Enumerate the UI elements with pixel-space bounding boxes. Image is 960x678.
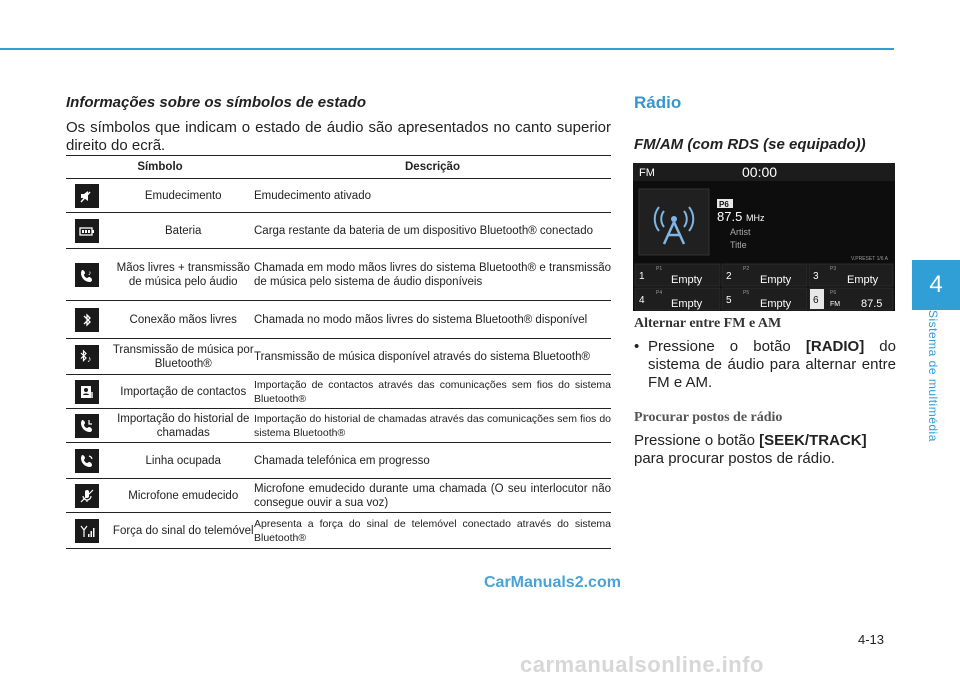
symbol-name: Importação do historial de chamadas [112,409,254,443]
seek-paragraph: Pressione o botão [SEEK/TRACK] para procurar postos de rádio. [634,432,867,467]
svg-text:♪: ♪ [87,353,92,364]
watermark-carmanualsonline: carmanualsonline.info [520,652,764,677]
symbol-description: Chamada em modo mãos livres do sistema Bluetooth® e transmissão de música pelo sistema de áudio disponíveis [254,249,611,301]
symbol-description: Importação do historial de chamadas através das comunicações sem fios do sistema Bluetooth® [254,409,611,443]
bullet-radio: • Pressione o botão [RADIO] do sistema de áudio para alternar entre FM e AM. [634,338,896,391]
symbol-description: Carga restante da bateria de um dispositivo Bluetooth® conectado [254,213,611,249]
table-row [66,479,611,513]
symbol-name: Linha ocupada [112,443,254,479]
preset-button-3[interactable] [809,264,893,286]
seek-key: [SEEK/TRACK] [759,432,867,449]
symbol-description: Chamada telefónica em progresso [254,443,611,479]
svg-text:♪: ♪ [88,269,92,277]
svg-text:2: 2 [726,271,732,282]
section-title-switch: Alternar entre FM e AM [634,316,782,331]
table-row [66,179,611,213]
symbol-name: Importação de contactos [112,375,254,409]
intro-paragraph: Os símbolos que indicam o estado de áudio são apresentados no canto superior direito do ecrã. [66,119,611,154]
header-description: Descrição [254,156,611,179]
table-row [66,409,611,443]
symbol-name: Mãos livres + transmissão de música pelo áudio [112,249,254,301]
svg-text:87.5: 87.5 [861,298,883,310]
table-row [66,443,611,479]
section-heading: Informações sobre os símbolos de estado [66,94,367,111]
status-symbols-table [66,155,611,549]
svg-text:Empty: Empty [847,274,879,286]
preset-badge: P6 [719,200,729,209]
signal-strength-icon [75,519,99,543]
bluetooth-music-icon [75,345,99,369]
table-row [66,513,611,549]
symbol-name: Microfone emudecido [112,479,254,513]
preset-button-4[interactable] [635,288,720,310]
page-number: 4-13 [858,632,885,647]
svg-text:Empty: Empty [760,298,792,310]
chapter-label: Sistema de multimédia [926,310,940,442]
radio-screen [633,163,895,311]
bluetooth-handsfree-icon [75,308,99,332]
frequency-unit: MHz [746,213,765,223]
preset-button-1[interactable] [635,264,720,286]
svg-text:5: 5 [726,295,732,306]
svg-text:P5: P5 [743,290,750,296]
symbol-description: Apresenta a força do sinal de telemóvel conectado através do sistema Bluetooth® [254,513,611,549]
preset-button-2[interactable] [722,264,807,286]
svg-text:3: 3 [813,271,819,282]
mute-icon [75,184,99,208]
table-row [66,301,611,339]
symbol-description: Importação de contactos através das comunicações sem fios do sistema Bluetooth® [254,375,611,409]
svg-text:1: 1 [639,271,645,282]
watermark-carmanuals2: CarManuals2.com [484,574,621,591]
frequency: 87.5 [717,209,743,224]
svg-text:Empty: Empty [671,298,703,310]
table-row [66,213,611,249]
mic-mute-icon [75,484,99,508]
symbol-name: Emudecimento [112,179,254,213]
table-header-row [66,156,611,179]
preset-page: V.PRESET 1/6 A [851,256,888,262]
svg-text:Empty: Empty [760,274,792,286]
bullet-dot: • [634,338,640,355]
track-title: Title [730,240,747,250]
table-row [66,339,611,375]
battery-icon [75,219,99,243]
radio-title: Rádio [634,93,682,112]
call-history-import-icon [75,414,99,438]
contacts-import-icon [75,380,99,404]
svg-text:Empty: Empty [671,274,703,286]
svg-text:P3: P3 [830,266,837,272]
band-label: FM [639,167,655,179]
symbol-description: Emudecimento ativado [254,179,611,213]
svg-text:4: 4 [639,295,645,306]
table-row [66,249,611,301]
top-rule [0,48,894,50]
preset-button-6[interactable] [809,288,893,310]
line-busy-icon [75,449,99,473]
chapter-tab: 4 [912,260,960,310]
handsfree-audio-icon [75,263,99,287]
radio-key: [RADIO] [805,338,865,355]
svg-text:6: 6 [813,295,819,306]
table-row [66,375,611,409]
header-symbol: Símbolo [66,156,254,179]
svg-text:P4: P4 [656,290,663,296]
symbol-name: Transmissão de música por Bluetooth® [112,339,254,375]
symbol-name: Força do sinal do telemóvel [112,513,254,549]
svg-text:FM: FM [830,301,841,308]
symbol-description: Chamada no modo mãos livres do sistema Bluetooth® disponível [254,301,611,339]
artist: Artist [730,227,751,237]
clock: 00:00 [742,164,778,180]
svg-text:P6: P6 [830,290,837,296]
symbol-description: Transmissão de música disponível através do sistema Bluetooth® [254,339,611,375]
section-title-seek: Procurar postos de rádio [634,410,783,425]
symbol-name: Bateria [112,213,254,249]
svg-text:P1: P1 [656,266,663,272]
preset-button-5[interactable] [722,288,807,310]
symbol-description: Microfone emudecido durante uma chamada (O seu interlocutor não consegue ouvir a sua voz) [254,479,611,513]
svg-text:P2: P2 [743,266,750,272]
symbol-name: Conexão mãos livres [112,301,254,339]
fm-am-subtitle: FM/AM (com RDS (se equipado)) [634,136,866,153]
